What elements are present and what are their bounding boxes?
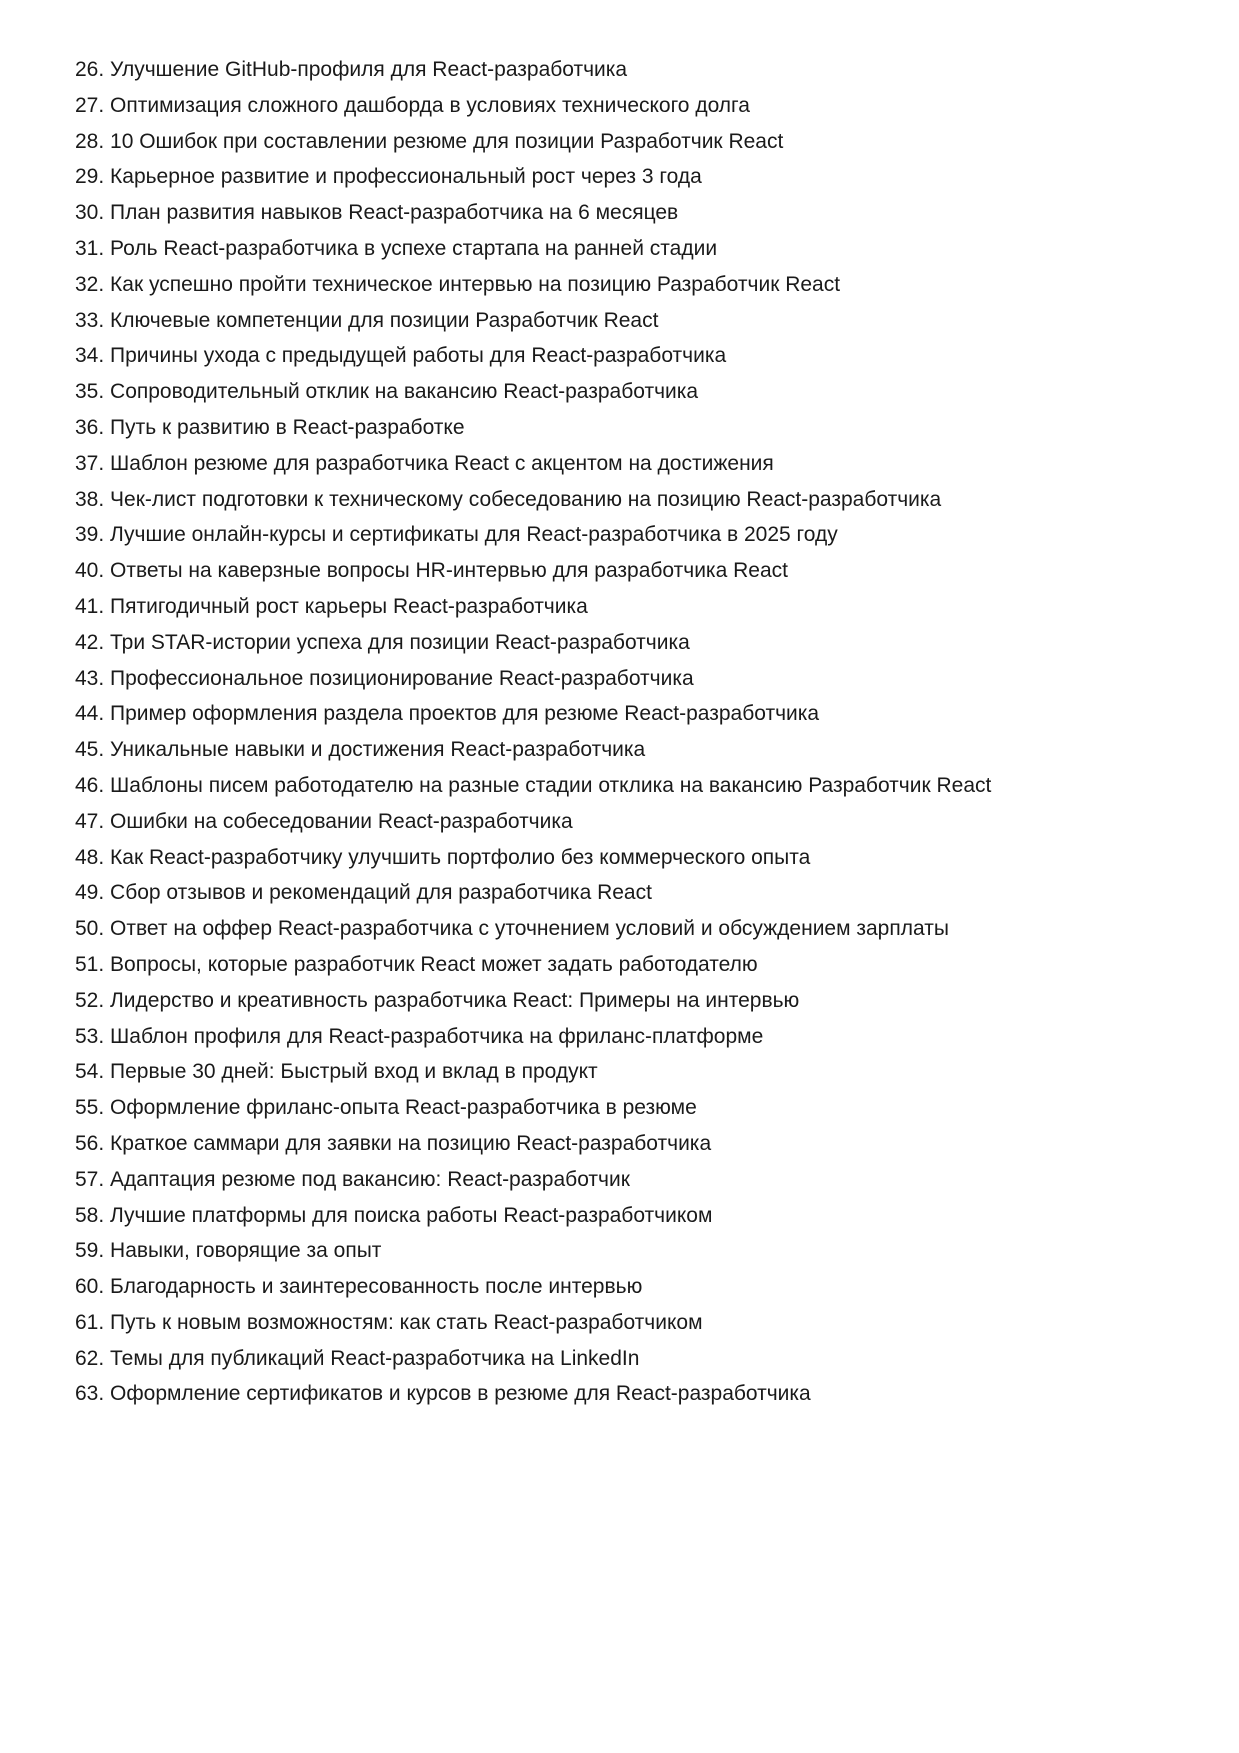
list-item: 57. Адаптация резюме под вакансию: React-разработчик [75,1167,630,1191]
list-item: 44. Пример оформления раздела проектов для резюме React-разработчика [75,702,820,726]
list-item: 29. Карьерное развитие и профессиональный рост через 3 года [75,165,702,189]
list-item: 37. Шаблон резюме для разработчика React с акцентом на достижения [75,451,774,475]
list-item: 28. 10 Ошибок при составлении резюме для позиции Разработчик React [75,129,784,153]
list-item: 53. Шаблон профиля для React-разработчика на фриланс-платформе [75,1024,764,1048]
list-item: 40. Ответы на каверзные вопросы HR-интервью для разработчика React [75,559,788,583]
list-item: 62. Темы для публикаций React-разработчика на LinkedIn [75,1346,640,1370]
list-item: 50. Ответ на оффер React-разработчика с уточнением условий и обсуждением зарплаты [75,917,949,941]
list-item: 59. Навыки, говорящие за опыт [75,1239,382,1263]
list-item: 47. Ошибки на собеседовании React-разработчика [75,809,573,833]
list-item: 26. Улучшение GitHub-профиля для React-разработчика [75,58,628,81]
list-item: 43. Профессиональное позиционирование React-разработчика [75,666,694,690]
list-item: 38. Чек-лист подготовки к техническому собеседованию на позицию React-разработчика [75,487,942,511]
list-item: 51. Вопросы, которые разработчик React может задать работодателю [75,952,758,976]
list-item: 54. Первые 30 дней: Быстрый вход и вклад в продукт [75,1060,598,1084]
list-item: 42. Три STAR-истории успеха для позиции React-разработчика [75,630,690,654]
list-item: 30. План развития навыков React-разработчика на 6 месяцев [75,201,679,225]
list-item: 31. Роль React-разработчика в успехе стартапа на ранней стадии [75,236,718,260]
list-item: 52. Лидерство и креативность разработчика React: Примеры на интервью [75,988,800,1012]
list-item: 61. Путь к новым возможностям: как стать React-разработчиком [75,1310,703,1334]
list-item: 49. Сбор отзывов и рекомендаций для разработчика React [75,881,652,905]
list-item: 35. Сопроводительный отклик на вакансию React-разработчика [75,380,699,404]
list-item: 45. Уникальные навыки и достижения React-разработчика [75,738,646,762]
numbered-topic-list [75,52,1005,1412]
list-item: 56. Краткое саммари для заявки на позицию React-разработчика [75,1131,712,1155]
list-item: 32. Как успешно пройти техническое интервью на позицию Разработчик React [75,272,841,296]
list-item: 36. Путь к развитию в React-разработке [75,415,465,439]
list-item: 27. Оптимизация сложного дашборда в условиях технического долга [75,93,750,117]
list-item: 55. Оформление фриланс-опыта React-разработчика в резюме [75,1096,697,1120]
list-item: 48. Как React-разработчику улучшить портфолио без коммерческого опыта [75,845,811,869]
list-item: 41. Пятигодичный рост карьеры React-разработчика [75,594,588,618]
list-item: 39. Лучшие онлайн-курсы и сертификаты для React-разработчика в 2025 году [75,523,838,547]
list-item: 46. Шаблоны писем работодателю на разные стадии отклика на вакансию Разработчик React [75,773,992,797]
list-item: 33. Ключевые компетенции для позиции Разработчик React [75,308,659,332]
list-item: 63. Оформление сертификатов и курсов в резюме для React-разработчика [75,1382,811,1406]
list-item: 60. Благодарность и заинтересованность после интервью [75,1275,643,1299]
list-item: 34. Причины ухода с предыдущей работы для React-разработчика [75,344,727,368]
list-item: 58. Лучшие платформы для поиска работы React-разработчиком [75,1203,713,1227]
